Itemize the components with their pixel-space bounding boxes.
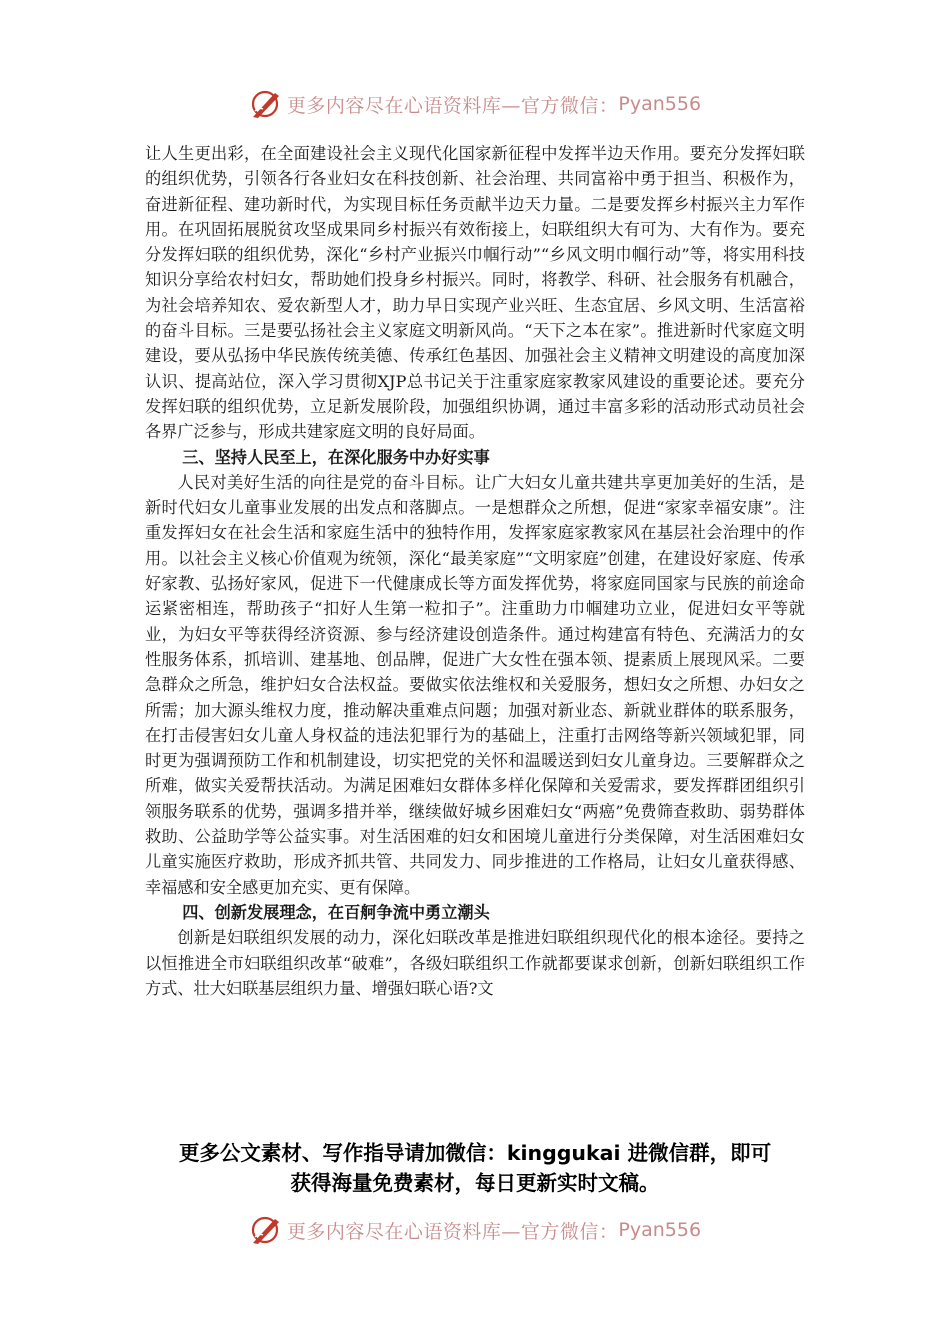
promo-line-2: 获得海量免费素材，每日更新实时文稿。 xyxy=(290,1171,660,1195)
paragraph: 创新是妇联组织发展的动力，深化妇联改革是推进妇联组织现代化的根本途径。要持之以恒推进全市妇联组织改革“破难”，各级妇联组织工作就都要谋求创新，创新妇联组织工作方式、壮大妇联基层组织力量、增强妇联心语?文 xyxy=(145,928,805,998)
header-banner xyxy=(0,84,950,124)
promo-line-1: 更多公文素材、写作指导请加微信：kinggukai 进微信群，即可 xyxy=(178,1141,772,1165)
pen-logo-icon xyxy=(249,1213,283,1247)
pen-logo-icon xyxy=(249,87,283,121)
banner-text: 更多内容尽在心语资料库—官方微信： xyxy=(286,94,619,117)
document-body xyxy=(145,141,805,1001)
promo-notice xyxy=(100,1138,850,1198)
banner-wechat-id: Pyan556 xyxy=(618,93,702,115)
banner-text: 更多内容尽在心语资料库—官方微信： xyxy=(286,1220,619,1243)
footer-banner xyxy=(0,1210,950,1250)
paragraph: 让人生更出彩，在全面建设社会主义现代化国家新征程中发挥半边天作用。要充分发挥妇联的组织优势，引领各行各业妇女在科技创新、社会治理、共同富裕中勇于担当、积极作为，奋进新征程、建功新时代，为实现目标任务贡献半边天力量。二是要发挥乡村振兴主力军作用。在巩固拓展脱贫攻坚成果同乡村振兴有效衔接上，妇联组织大有可为、大有作为。要充分发挥妇联的组织优势，深化“乡村产业振兴巾帼行动”“乡风文明巾帼行动”等，将实用科技知识分享给农村妇女，帮助她们投身乡村振兴。同时，将教学、科研、社会服务有机融合，为社会培养知农、爱农新型人才，助力早日实现产业兴旺、生态宜居、乡风文明、生活富裕的奋斗目标。三是要弘扬社会主义家庭文明新风尚。“天下之本在家”。推进新时代家庭文明建设，要从弘扬中华民族传统美德、传承红色基因、加强社会主义精神文明建设的高度加深认识、提高站位，深入学习贯彻XJP总书记关于注重家庭家教家风建设的重要论述。要充分发挥妇联的组织优势，立足新发展阶段，加强组织协调，通过丰富多彩的活动形式动员社会各界广泛参与，形成共建家庭文明的良好局面。 xyxy=(145,144,805,442)
paragraph: 人民对美好生活的向往是党的奋斗目标。让广大妇女儿童共建共享更加美好的生活，是新时代妇女儿童事业发展的出发点和落脚点。一是想群众之所想，促进“家家幸福安康”。注重发挥妇女在社会生活和家庭生活中的独特作用，发挥家庭家教家风在基层社会治理中的作用。以社会主义核心价值观为统领，深化“最美家庭”“文明家庭”创建，在建设好家庭、传承好家教、弘扬好家风，促进下一代健康成长等方面发挥优势，将家庭同国家与民族的前途命运紧密相连，帮助孩子“扣好人生第一粒扣子”。注重助力巾帼建功立业，促进妇女平等就业，为妇女平等获得经济资源、参与经济建设创造条件。通过构建富有特色、充满活力的女性服务体系，抓培训、建基地、创品牌，促进广大女性在强本领、提素质上展现风采。二要急群众之所急，维护妇女合法权益。要做实依法维权和关爱服务，想妇女之所想、办妇女之所需；加大源头维权力度，推动解决重难点问题；加强对新业态、新就业群体的联系服务，在打击侵害妇女儿童人身权益的违法犯罪行为的基础上，注重打击网络等新兴领域犯罪，同时更为强调预防工作和机制建设，切实把党的关怀和温暖送到妇女儿童身边。三要解群众之所难，做实关爱帮扶活动。为满足困难妇女群体多样化保障和关爱需求，要发挥群团组织引领服务联系的优势，强调多措并举，继续做好城乡困难妇女“两癌”免费筛查救助、弱势群体救助、公益助学等公益实事。对生活困难的妇女和困境儿童进行分类保障，对生活困难妇女儿童实施医疗救助，形成齐抓共管、共同发力、同步推进的工作格局，让妇女儿童获得感、幸福感和安全感更加充实、更有保障。 xyxy=(145,472,805,897)
section-heading-3: 三、坚持人民至上，在深化服务中办好实事 xyxy=(182,447,490,467)
section-heading-4: 四、创新发展理念，在百舸争流中勇立潮头 xyxy=(182,902,490,922)
banner-wechat-id: Pyan556 xyxy=(618,1219,702,1241)
